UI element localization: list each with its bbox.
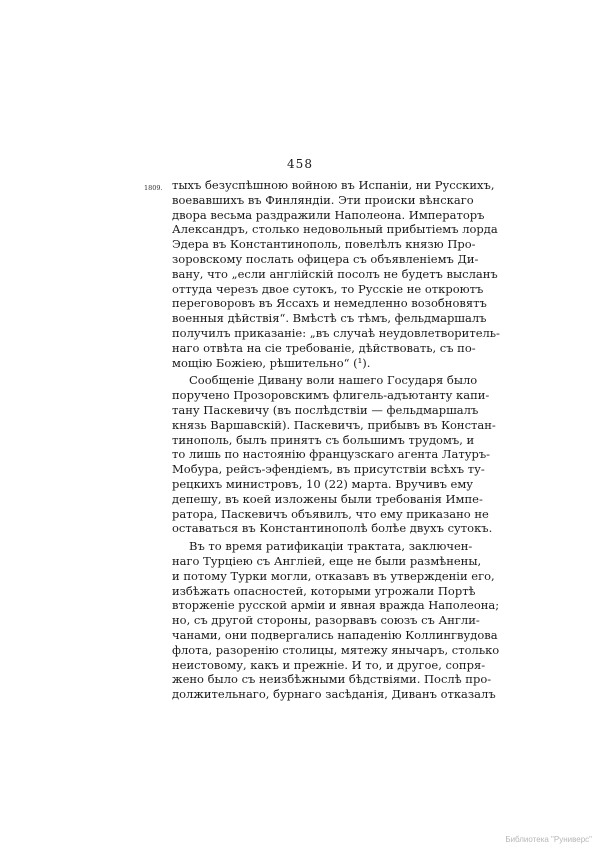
text-line: избѣжать опасностей, которыми угрожали Портѣ: [172, 583, 476, 598]
text-line: военныя дѣйствія“. Вмѣстѣ съ тѣмъ, фельдмаршалъ: [172, 311, 487, 326]
text-line: но, съ другой стороны, разорвавъ союзъ съ Англи-: [172, 613, 480, 628]
text-line: Мобура, рейсъ-эфендіемъ, въ присутствіи всѣхъ ту-: [172, 462, 485, 477]
text-line: мощію Божіею, рѣшительно“ (¹).: [172, 355, 371, 370]
margin-year-note: 1809.: [144, 184, 163, 192]
text-line: переговоровъ въ Яссахъ и немедленно возобновятъ: [172, 296, 487, 311]
text-line: двора весьма раздражили Наполеона. Императоръ: [172, 207, 485, 222]
text-line: Александръ, столько недовольный прибытіемъ лорда: [172, 222, 498, 237]
paragraph: [172, 539, 500, 702]
text-line: воевавшихъ въ Финляндіи. Эти происки вѣнскаго: [172, 192, 474, 207]
text-line: неистовому, какъ и прежніе. И то, и другое, сопря-: [172, 657, 486, 672]
text-line: рецкихъ министровъ, 10 (22) марта. Вручивъ ему: [172, 476, 474, 491]
text-line: жено было съ неизбѣжными бѣдствіями. Послѣ про-: [172, 672, 492, 687]
library-watermark: Библиотека "Руниверс": [505, 835, 592, 844]
text-line: Сообщеніе Дивану воли нашего Государя было: [189, 373, 478, 388]
text-line: вторженіе русской арміи и явная вражда Наполеона;: [172, 598, 500, 613]
paragraph: [172, 178, 500, 370]
text-line: зоровскому послать офицера съ объявленіемъ Ди-: [172, 251, 479, 266]
text-line: то лишь по настоянію французскаго агента Латуръ-: [172, 447, 491, 462]
text-line: князь Варшавскій). Паскевичъ, прибывъ въ Констан-: [172, 417, 496, 432]
page-number: 458: [287, 157, 313, 171]
text-line: оттуда черезъ двое сутокъ, то Русскіе не откроютъ: [172, 281, 484, 296]
text-line: поручено Прозоровскимъ флигель-адъютанту капи-: [172, 388, 490, 403]
text-line: наго отвѣта на сіе требованіе, дѣйствовать, съ по-: [172, 340, 476, 355]
text-line: чанами, они подвергались нападенію Коллингвудова: [172, 627, 498, 642]
body-text: [172, 178, 500, 702]
text-line: Въ то время ратификаціи трактата, заключен-: [189, 539, 473, 554]
text-line: флота, разоренію столицы, мятежу янычаръ, столько: [172, 642, 500, 657]
text-line: Эдера въ Константинополь, повелѣлъ князю Про-: [172, 237, 476, 252]
text-line: ратора, Паскевичъ объявилъ, что ему приказано не: [172, 506, 489, 521]
text-line: должительнаго, бурнаго засѣданія, Диванъ отказалъ: [172, 687, 496, 702]
paragraph: [172, 373, 496, 536]
text-line: оставаться въ Константинополѣ болѣе двухъ сутокъ.: [172, 521, 493, 536]
text-line: тинополь, былъ принятъ съ большимъ трудомъ, и: [172, 432, 475, 447]
text-line: и потому Турки могли, отказавъ въ утвержденіи его,: [172, 568, 495, 583]
text-line: тыхъ безуспѣшною войною въ Испаніи, ни Русскихъ,: [172, 178, 495, 192]
text-line: депешу, въ коей изложены были требованія Импе-: [172, 491, 483, 506]
text-line: наго Турціею съ Англіей, еще не были размѣнены,: [172, 553, 482, 568]
text-line: получилъ приказаніе: „въ случаѣ неудовлетворитель-: [172, 325, 500, 340]
text-line: вану, что „если англійскій посолъ не будетъ высланъ: [172, 266, 498, 281]
text-line: тану Паскевичу (въ послѣдствіи — фельдмаршалъ: [172, 402, 479, 417]
